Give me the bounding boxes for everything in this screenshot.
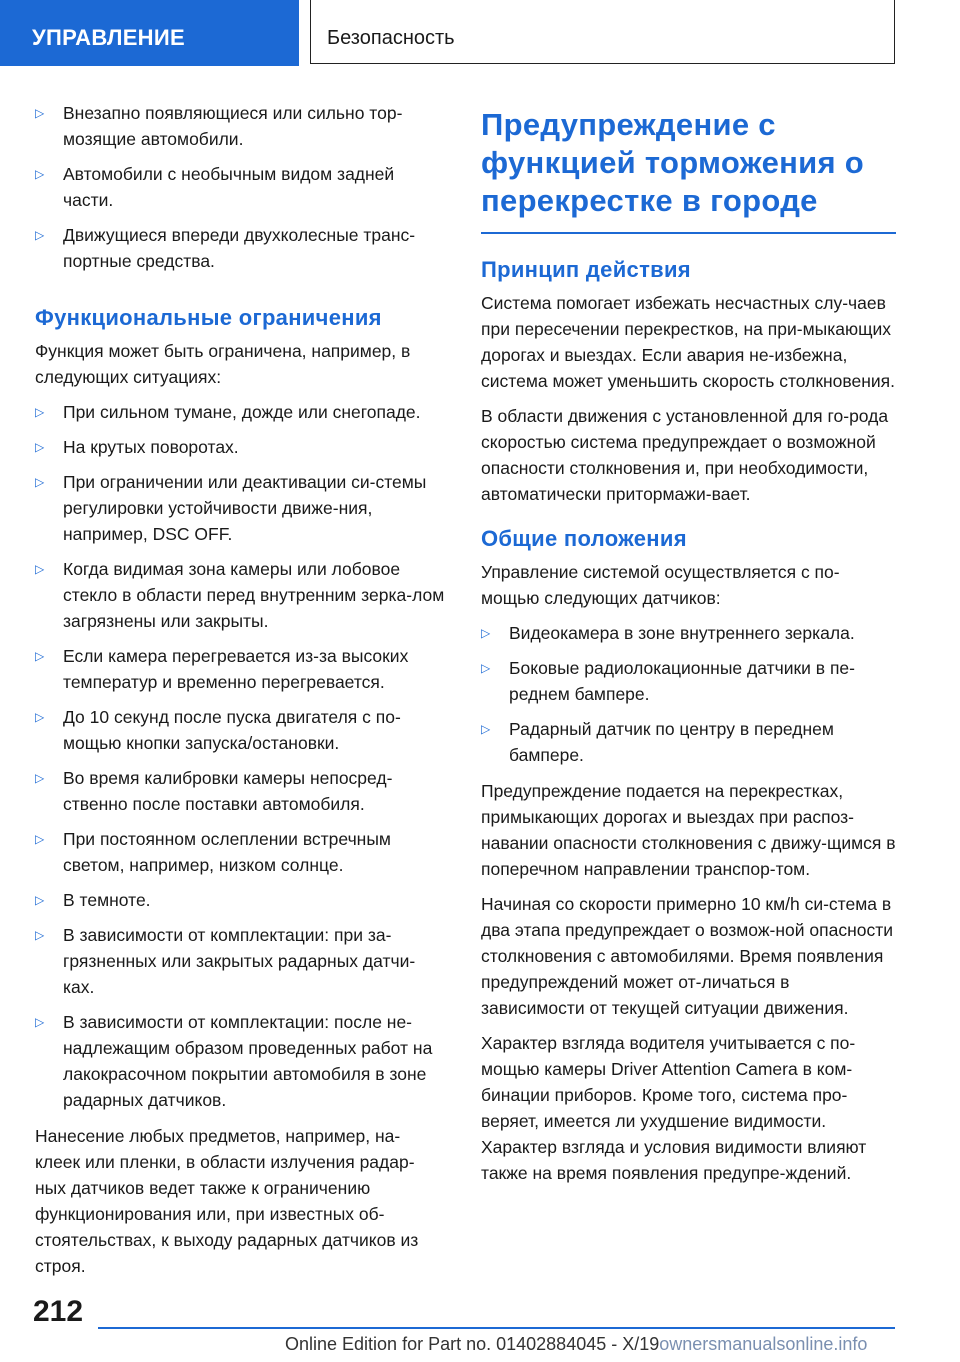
list-item — [35, 922, 445, 1000]
list-item — [35, 826, 445, 878]
bullet-list-sensors — [481, 620, 896, 768]
list-item — [35, 765, 445, 817]
limits-intro: Функция может быть ограничена, например, в следующих ситуациях: — [35, 341, 411, 387]
triangle-bullet-icon: ▷ — [35, 562, 45, 576]
list-item — [35, 1009, 445, 1113]
warning-paragraph: Предупреждение подается на перекрестках, примыкающих дорогах и выездах при распоз-навании опасности столкновения с движу-щимся в поперечном направлении транспор-том. — [481, 781, 896, 879]
right-column — [481, 100, 896, 1195]
list-item-text: На крутых поворотах. — [63, 437, 239, 457]
list-item-text: Если камера перегревается из-за высоких температур и временно перегревается. — [63, 646, 409, 692]
list-item-text: Движущиеся впереди двухколесные транс-портные средства. — [63, 225, 416, 271]
header-section-tab: УПРАВЛЕНИЕ — [0, 0, 299, 66]
triangle-bullet-icon: ▷ — [35, 1015, 45, 1029]
list-item-text: В темноте. — [63, 890, 151, 910]
list-item-text: До 10 секунд после пуска двигателя с по-мощью кнопки запуска/остановки. — [63, 707, 401, 753]
triangle-bullet-icon: ▷ — [481, 661, 491, 675]
triangle-bullet-icon: ▷ — [35, 710, 45, 724]
footer-edition-text: Online Edition for Part no. 01402884045 - X/19 — [285, 1334, 660, 1354]
limits-heading: Функциональные ограничения — [35, 305, 382, 330]
list-item-text: Внезапно появляющиеся или сильно тор-мозящие автомобили. — [63, 103, 403, 149]
list-item-text: В зависимости от комплектации: после не-надлежащим образом проведенных работ на лакокрасочном покрытии автомобиля в зоне радарных датчиков. — [63, 1012, 433, 1110]
list-item-text: Видеокамера в зоне внутреннего зеркала. — [509, 623, 855, 643]
camera-paragraph: Характер взгляда водителя учитывается с по-мощью камеры Driver Attention Camera в ком-бинации приборов. Кроме того, система про-веряет, имеется ли ухудшение видимости. Характер взгляда и условия видимости влияют также на время появления предупре-ждений. — [481, 1033, 867, 1183]
triangle-bullet-icon: ▷ — [35, 928, 45, 942]
principle-paragraph-2: В области движения с установленной для го-рода скоростью система предупреждает о возможной опасности столкновения и, при необходимости, автоматически притормажи-вает. — [481, 406, 889, 504]
list-item-text: Автомобили с необычным видом задней части. — [63, 164, 395, 210]
triangle-bullet-icon: ▷ — [35, 167, 45, 181]
list-item — [35, 643, 445, 695]
general-heading: Общие положения — [481, 526, 687, 551]
list-item-text: При сильном тумане, дожде или снегопаде. — [63, 402, 421, 422]
principle-heading: Принцип действия — [481, 257, 691, 282]
page-number: 212 — [33, 1295, 84, 1328]
list-item-text: Когда видимая зона камеры или лобовое стекло в области перед внутренним зерка-лом загрязнены или закрыты. — [63, 559, 445, 631]
closing-paragraph: Нанесение любых предметов, например, на-клеек или пленки, в области излучения радар-ных датчиков ведет также к ограничению функционирования или, при известных об-стоятельствах, к выходу радарных датчиков из строя. — [35, 1126, 419, 1276]
list-item-text: Во время калибровки камеры непосред-ственно после поставки автомобиля. — [63, 768, 393, 814]
list-item — [35, 161, 445, 213]
triangle-bullet-icon: ▷ — [481, 626, 491, 640]
list-item — [35, 887, 445, 913]
list-item — [481, 716, 896, 768]
triangle-bullet-icon: ▷ — [35, 106, 45, 120]
main-section-heading: Предупреждение с функцией торможения о перекрестке в городе — [481, 107, 865, 218]
triangle-bullet-icon: ▷ — [35, 228, 45, 242]
list-item-text: Боковые радиолокационные датчики в пе-реднем бампере. — [509, 658, 855, 704]
triangle-bullet-icon: ▷ — [35, 832, 45, 846]
bullet-list-limits — [35, 399, 445, 1113]
header-chapter-frame — [310, 0, 895, 64]
list-item-text: В зависимости от комплектации: при за-грязненных или закрытых радарных датчи-ках. — [63, 925, 416, 997]
footer-watermark: ownersmanualsonline.info — [659, 1334, 868, 1354]
list-item — [481, 620, 896, 646]
triangle-bullet-icon: ▷ — [35, 893, 45, 907]
speed-paragraph: Начиная со скорости примерно 10 км/h си-стема в два этапа предупреждает о возмож-ной опасности столкновения с автомобилями. Время появления предупреждений может от-личаться в зависимости от текущей ситуации движения. — [481, 894, 894, 1018]
triangle-bullet-icon: ▷ — [35, 475, 45, 489]
triangle-bullet-icon: ▷ — [35, 649, 45, 663]
triangle-bullet-icon: ▷ — [481, 722, 491, 736]
footer-rule — [98, 1327, 895, 1329]
list-item — [35, 434, 445, 460]
header-chapter-title: Безопасность — [327, 27, 455, 49]
triangle-bullet-icon: ▷ — [35, 771, 45, 785]
list-item — [35, 222, 445, 274]
list-item-text: При ограничении или деактивации си-стемы регулировки устойчивости движе-ния, например, DSC OFF. — [63, 472, 427, 544]
triangle-bullet-icon: ▷ — [35, 405, 45, 419]
principle-paragraph-1: Система помогает избежать несчастных слу-чаев при пересечении перекрестков, на при-мыкающих дорогах и выездах. Если авария не-избежна, система может уменьшить скорость столкновения. — [481, 293, 896, 391]
list-item — [35, 100, 445, 152]
left-column — [35, 100, 445, 1288]
list-item — [35, 469, 445, 547]
list-item-text: При постоянном ослеплении встречным светом, например, низком солнце. — [63, 829, 391, 875]
list-item-text: Радарный датчик по центру в переднем бампере. — [509, 719, 834, 765]
list-item — [35, 399, 445, 425]
list-item — [35, 704, 445, 756]
list-item — [481, 655, 896, 707]
footer-edition — [285, 1334, 867, 1355]
heading-rule — [481, 232, 896, 234]
general-intro: Управление системой осуществляется с по-мощью следующих датчиков: — [481, 562, 840, 608]
bullet-list-top — [35, 100, 445, 274]
triangle-bullet-icon: ▷ — [35, 440, 45, 454]
list-item — [35, 556, 445, 634]
